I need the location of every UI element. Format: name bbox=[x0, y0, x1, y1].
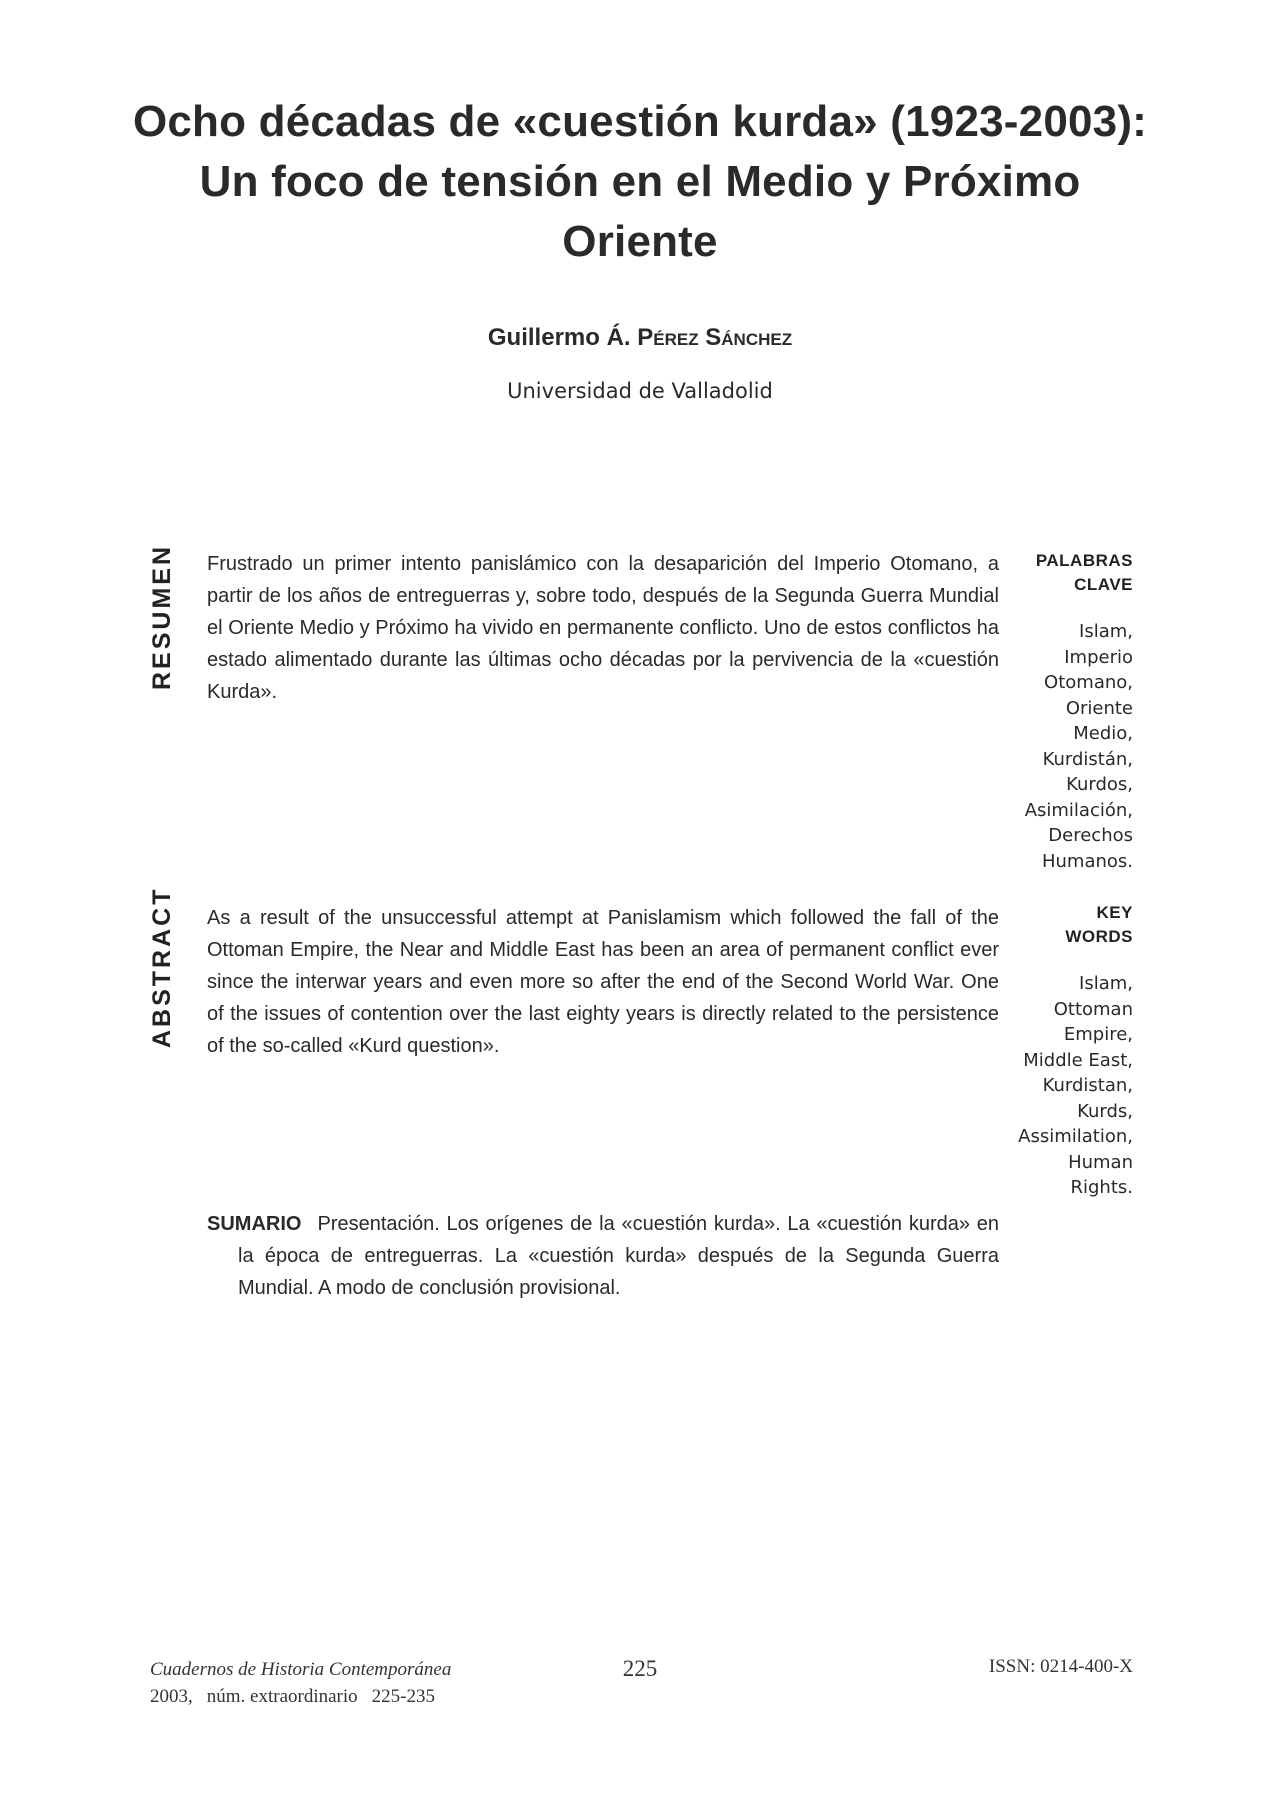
keyword: Oriente bbox=[1065, 697, 1133, 719]
keyword: Medio, bbox=[1073, 723, 1133, 744]
keyword: Kurdistán, bbox=[1042, 748, 1133, 770]
abstract-text: As a result of the unsuccessful attempt at Panislamism which followed the fall of the Ottoman Empire, the Near and Middle East has been an area of permanent conflict ever since the interwar years and even more so after the end of the Second World War. One of the issues of contention over the last eighty years is directly related to the persistence of the so-called «Kurd question». bbox=[207, 907, 999, 1057]
journal-year: 2003, bbox=[150, 1686, 193, 1707]
keyword: Asimilación, bbox=[1024, 799, 1133, 821]
keywords-heading-line: WORDS bbox=[1065, 927, 1133, 946]
journal-name: Cuadernos de Historia Contemporánea bbox=[150, 1659, 452, 1680]
page-number: 225 bbox=[622, 1656, 658, 1681]
title-line: Un foco de tensión en el Medio y Próximo bbox=[199, 157, 1081, 206]
keywords-list-es bbox=[963, 619, 1133, 874]
keywords-heading-line: CLAVE bbox=[1074, 575, 1133, 594]
keyword: Assimilation, bbox=[1018, 1126, 1133, 1147]
sumario-text: Presentación. Los orígenes de la «cuestión kurda». La «cuestión kurda» en la época de entreguerras. La «cuestión kurda» después de la Segunda Guerra Mundial. A modo de conclusión provisional. bbox=[238, 1213, 999, 1299]
keyword: Ottoman bbox=[1053, 998, 1133, 1020]
title-line: Oriente bbox=[562, 217, 718, 266]
keywords-list-en bbox=[963, 971, 1133, 1201]
sumario bbox=[207, 1208, 999, 1304]
keyword: Islam, bbox=[1079, 973, 1133, 994]
keyword: Islam, bbox=[1079, 621, 1133, 642]
keywords-heading-line: PALABRAS bbox=[1035, 551, 1133, 570]
author-last-name: Pérez Sánchez bbox=[637, 324, 793, 351]
resumen-label: RESUMEN bbox=[148, 543, 176, 690]
author-name bbox=[0, 324, 1280, 352]
keyword: Humanos. bbox=[1041, 850, 1133, 872]
resumen-text: Frustrado un primer intento panislámico con la desaparición del Imperio Otomano, a partir de los años de entreguerras y, sobre todo, después de la Segunda Guerra Mundial el Oriente Medio y Próximo ha vivido en permanente conflicto. Uno de estos conflictos ha estado alimentado durante las últimas ocho décadas por la pervivencia de la «cuestión Kurda». bbox=[207, 553, 999, 703]
journal-issue-label: núm. extraordinario bbox=[206, 1686, 358, 1707]
keywords-heading-line: KEY bbox=[1096, 903, 1133, 922]
keyword: Otomano, bbox=[1044, 672, 1133, 693]
keyword: Empire, bbox=[1063, 1024, 1133, 1045]
title-line: Ocho décadas de «cuestión kurda» (1923-2003): bbox=[132, 97, 1148, 146]
author-affiliation: Universidad de Valladolid bbox=[507, 379, 773, 403]
keyword: Derechos bbox=[1048, 825, 1133, 846]
author-first-name: Guillermo Á. bbox=[487, 324, 631, 351]
keyword: Imperio bbox=[1064, 646, 1133, 668]
journal-issue bbox=[150, 1686, 449, 1707]
issn: ISSN: 0214-400-X bbox=[988, 1656, 1133, 1677]
abstract-label: ABSTRACT bbox=[148, 886, 176, 1048]
keyword: Kurdos, bbox=[1066, 774, 1133, 795]
keyword: Human bbox=[1068, 1151, 1133, 1173]
keyword: Kurdistan, bbox=[1042, 1075, 1133, 1096]
sumario-label: SUMARIO bbox=[207, 1213, 302, 1235]
keywords-heading-es bbox=[993, 549, 1133, 597]
keyword: Kurds, bbox=[1077, 1100, 1133, 1122]
keywords-heading-en bbox=[993, 901, 1133, 949]
article-title bbox=[120, 92, 1160, 272]
journal-pages: 225-235 bbox=[371, 1686, 435, 1707]
keyword: Middle East, bbox=[1023, 1049, 1133, 1071]
keyword: Rights. bbox=[1070, 1177, 1133, 1198]
